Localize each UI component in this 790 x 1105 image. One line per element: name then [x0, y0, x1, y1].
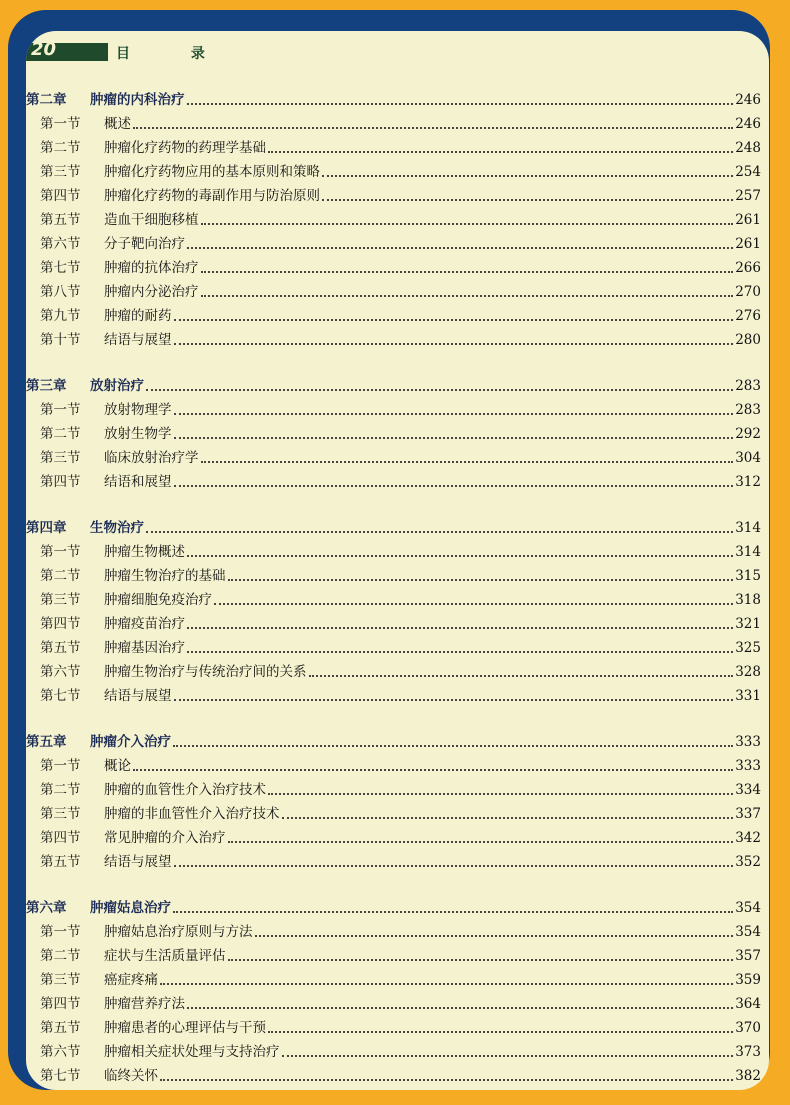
toc-section-row-page: 321 [735, 616, 761, 632]
dot-leader [173, 910, 733, 913]
toc-section-row-title: 肿瘤细胞免疫治疗 [104, 592, 212, 608]
dot-leader [160, 1078, 733, 1081]
toc-chapter-row-page: 333 [735, 734, 761, 750]
toc-section-row-title: 肿瘤的血管性介入治疗技术 [104, 782, 266, 798]
dot-leader [228, 578, 734, 581]
dot-leader [187, 246, 733, 249]
dot-leader [268, 1030, 733, 1033]
toc-section-row-title: 肿瘤的非血管性介入治疗技术 [104, 806, 280, 822]
toc-section-row-number: 第七节 [40, 260, 81, 276]
toc-section-row-page: 266 [735, 260, 761, 276]
dot-leader [322, 174, 733, 177]
toc-section-row-number: 第九节 [40, 308, 81, 324]
toc-section-row-page: 261 [735, 236, 761, 252]
toc-section-row-number: 第四节 [40, 188, 81, 204]
toc-section-row-title: 肿瘤化疗药物应用的基本原则和策略 [104, 164, 320, 180]
toc-section-row-number: 第四节 [40, 996, 81, 1012]
toc-section-row-number: 第五节 [40, 854, 81, 870]
dot-leader [133, 768, 733, 771]
toc-section-row-title: 肿瘤患者的心理评估与干预 [104, 1020, 266, 1036]
dot-leader [309, 674, 734, 677]
chapter-block [26, 86, 761, 350]
toc-section-row-number: 第四节 [40, 616, 81, 632]
toc-section-row-number: 第一节 [40, 116, 81, 132]
toc-section-row-title: 肿瘤生物治疗的基础 [104, 568, 226, 584]
toc-chapter-row-number: 第四章 [26, 520, 67, 536]
toc-section-row[interactable] [26, 468, 761, 492]
toc-section-row-number: 第三节 [40, 164, 81, 180]
toc-section-row-page: 248 [735, 140, 761, 156]
toc-section-row[interactable] [26, 206, 761, 230]
toc-section-row[interactable] [26, 1062, 761, 1086]
toc-section-row-title: 概论 [104, 758, 131, 774]
dot-leader [228, 958, 734, 961]
toc-section-row-number: 第四节 [40, 474, 81, 490]
toc-section-row[interactable] [26, 396, 761, 420]
toc-section-row[interactable] [26, 610, 761, 634]
toc-section-row[interactable] [26, 942, 761, 966]
toc-section-row-page: 257 [735, 188, 761, 204]
toc-section-row[interactable] [26, 326, 761, 350]
toc-section-row-title: 肿瘤的耐药 [104, 308, 172, 324]
dot-leader [201, 222, 734, 225]
toc-section-row[interactable] [26, 444, 761, 468]
toc-chapter-row[interactable] [26, 86, 761, 110]
toc-section-row-title: 结语与展望 [104, 332, 172, 348]
toc-section-row-page: 312 [735, 474, 761, 490]
toc-section-row-title: 临床放射治疗学 [104, 450, 199, 466]
dot-leader [187, 1006, 733, 1009]
toc-section-row-number: 第三节 [40, 972, 81, 988]
toc-section-row-page: 325 [735, 640, 761, 656]
toc-section-row-number: 第三节 [40, 592, 81, 608]
toc-section-row[interactable] [26, 752, 761, 776]
toc-section-row-title: 分子靶向治疗 [104, 236, 185, 252]
toc-section-row-title: 肿瘤化疗药物的毒副作用与防治原则 [104, 188, 320, 204]
toc-chapter-row-page: 314 [735, 520, 761, 536]
dot-leader [187, 626, 733, 629]
toc-section-row[interactable] [26, 824, 761, 848]
toc-section-row-title: 肿瘤内分泌治疗 [104, 284, 199, 300]
toc-section-row-number: 第七节 [40, 1068, 81, 1084]
dot-leader [255, 934, 734, 937]
toc-section-row-title: 肿瘤的抗体治疗 [104, 260, 199, 276]
toc-chapter-row-number: 第三章 [26, 378, 67, 394]
toc-section-row-page: 359 [735, 972, 761, 988]
toc-section-row-page: 331 [735, 688, 761, 704]
toc-chapter-row-page: 246 [735, 92, 761, 108]
toc-section-row-page: 315 [735, 568, 761, 584]
toc-section-row-number: 第一节 [40, 924, 81, 940]
toc-chapter-row-number: 第五章 [26, 734, 67, 750]
toc-section-row-title: 概述 [104, 116, 131, 132]
chapter-block [26, 894, 761, 1086]
toc-section-row-title: 肿瘤化疗药物的药理学基础 [104, 140, 266, 156]
toc-chapter-row-number: 第二章 [26, 92, 67, 108]
toc-section-row[interactable] [26, 110, 761, 134]
toc-chapter-row[interactable] [26, 372, 761, 396]
toc-section-row-page: 342 [735, 830, 761, 846]
toc-section-row-number: 第四节 [40, 830, 81, 846]
toc-section-row-number: 第二节 [40, 568, 81, 584]
page-header [26, 41, 266, 63]
toc-section-row-number: 第十节 [40, 332, 81, 348]
toc-section-row-page: 357 [735, 948, 761, 964]
dot-leader [282, 1054, 734, 1057]
toc-section-row[interactable] [26, 658, 761, 682]
dot-leader [146, 388, 733, 391]
toc-section-row[interactable] [26, 800, 761, 824]
toc-chapter-row-title: 肿瘤姑息治疗 [90, 900, 171, 916]
toc-chapter-row-page: 354 [735, 900, 761, 916]
dot-leader [174, 342, 734, 345]
toc-section-row-number: 第八节 [40, 284, 81, 300]
toc-section-row-number: 第一节 [40, 402, 81, 418]
toc-section-row-title: 放射物理学 [104, 402, 172, 418]
toc-section-row-page: 304 [735, 450, 761, 466]
toc-section-row-page: 382 [735, 1068, 761, 1084]
toc-section-row-page: 246 [735, 116, 761, 132]
toc-section-row-page: 373 [735, 1044, 761, 1060]
dot-leader [187, 650, 733, 653]
toc-section-row-number: 第五节 [40, 1020, 81, 1036]
toc-chapter-row[interactable] [26, 728, 761, 752]
toc-chapter-row-title: 肿瘤介入治疗 [90, 734, 171, 750]
toc-section-row[interactable] [26, 230, 761, 254]
dot-leader [322, 198, 733, 201]
dot-leader [133, 126, 733, 129]
toc-section-row-number: 第六节 [40, 664, 81, 680]
dot-leader [187, 102, 734, 105]
toc-section-row-page: 333 [735, 758, 761, 774]
toc-section-row-title: 结语与展望 [104, 854, 172, 870]
toc-section-row-title: 肿瘤相关症状处理与支持治疗 [104, 1044, 280, 1060]
toc-section-row[interactable] [26, 1038, 761, 1062]
toc-section-row-title: 癌症疼痛 [104, 972, 158, 988]
toc-section-row[interactable] [26, 1014, 761, 1038]
toc-section-row-page: 276 [735, 308, 761, 324]
toc-section-row[interactable] [26, 302, 761, 326]
toc-chapter-row-title: 生物治疗 [90, 520, 144, 536]
toc-section-row[interactable] [26, 254, 761, 278]
toc-section-row[interactable] [26, 278, 761, 302]
toc-section-row-page: 364 [735, 996, 761, 1012]
chapter-block [26, 728, 761, 872]
toc-section-row[interactable] [26, 134, 761, 158]
dot-leader [214, 602, 733, 605]
toc-section-row[interactable] [26, 918, 761, 942]
chapter-block [26, 514, 761, 706]
toc-section-row-page: 314 [735, 544, 761, 560]
toc-section-row[interactable] [26, 420, 761, 444]
toc-section-row-title: 症状与生活质量评估 [104, 948, 226, 964]
toc-section-row-number: 第六节 [40, 236, 81, 252]
dot-leader [268, 150, 733, 153]
dot-leader [174, 318, 734, 321]
toc-section-row-number: 第一节 [40, 758, 81, 774]
toc-chapter-row[interactable] [26, 894, 761, 918]
toc-section-row-number: 第二节 [40, 948, 81, 964]
dot-leader [160, 982, 733, 985]
toc-section-row-number: 第二节 [40, 782, 81, 798]
toc-section-row-page: 337 [735, 806, 761, 822]
dot-leader [201, 460, 734, 463]
dot-leader [268, 792, 733, 795]
table-of-contents [26, 86, 761, 1090]
toc-section-row[interactable] [26, 562, 761, 586]
toc-section-row[interactable] [26, 966, 761, 990]
dot-leader [228, 840, 734, 843]
toc-section-row-page: 261 [735, 212, 761, 228]
toc-section-row-title: 造血干细胞移植 [104, 212, 199, 228]
dot-leader [174, 864, 734, 867]
toc-section-row-number: 第三节 [40, 450, 81, 466]
dot-leader [146, 530, 733, 533]
toc-section-row[interactable] [26, 538, 761, 562]
dot-leader [282, 816, 734, 819]
toc-section-row[interactable] [26, 586, 761, 610]
toc-section-row-page: 283 [735, 402, 761, 418]
toc-section-row-page: 334 [735, 782, 761, 798]
dot-leader [174, 436, 734, 439]
toc-section-row-title: 结语和展望 [104, 474, 172, 490]
toc-section-row-title: 常见肿瘤的介入治疗 [104, 830, 226, 846]
toc-section-row-page: 318 [735, 592, 761, 608]
toc-section-row-number: 第五节 [40, 640, 81, 656]
toc-section-row-number: 第五节 [40, 212, 81, 228]
toc-section-row[interactable] [26, 990, 761, 1014]
dot-leader [174, 484, 734, 487]
toc-section-row-title: 肿瘤营养疗法 [104, 996, 185, 1012]
toc-section-row-title: 肿瘤疫苗治疗 [104, 616, 185, 632]
dot-leader [173, 744, 733, 747]
dot-leader [174, 698, 734, 701]
dot-leader [201, 270, 734, 273]
toc-section-row-title: 肿瘤生物治疗与传统治疗间的关系 [104, 664, 307, 680]
toc-section-row-number: 第七节 [40, 688, 81, 704]
toc-section-row-title: 肿瘤基因治疗 [104, 640, 185, 656]
toc-section-row-title: 肿瘤生物概述 [104, 544, 185, 560]
toc-section-row-title: 放射生物学 [104, 426, 172, 442]
toc-chapter-row-page: 283 [735, 378, 761, 394]
toc-section-row-page: 254 [735, 164, 761, 180]
toc-section-row-title: 肿瘤姑息治疗原则与方法 [104, 924, 253, 940]
toc-section-row-page: 292 [735, 426, 761, 442]
toc-section-row[interactable] [26, 682, 761, 706]
toc-section-row-title: 临终关怀 [104, 1068, 158, 1084]
toc-section-row-page: 370 [735, 1020, 761, 1036]
dot-leader [201, 294, 734, 297]
toc-section-row[interactable] [26, 776, 761, 800]
dot-leader [174, 412, 734, 415]
toc-section-row[interactable] [26, 182, 761, 206]
toc-section-row-number: 第二节 [40, 140, 81, 156]
toc-section-row-page: 354 [735, 924, 761, 940]
dot-leader [187, 554, 733, 557]
book-page [26, 31, 769, 1090]
toc-section-row-page: 352 [735, 854, 761, 870]
page-number: 20 [31, 39, 57, 60]
toc-heading: 目 录 [116, 46, 233, 62]
toc-chapter-row-title: 肿瘤的内科治疗 [90, 92, 185, 108]
toc-chapter-row-title: 放射治疗 [90, 378, 144, 394]
toc-section-row[interactable] [26, 634, 761, 658]
toc-section-row-number: 第一节 [40, 544, 81, 560]
page-number-block [26, 39, 108, 61]
toc-section-row-number: 第六节 [40, 1044, 81, 1060]
toc-section-row[interactable] [26, 848, 761, 872]
chapter-block [26, 372, 761, 492]
toc-section-row-title: 结语与展望 [104, 688, 172, 704]
toc-section-row-number: 第二节 [40, 426, 81, 442]
toc-chapter-row-number: 第六章 [26, 900, 67, 916]
toc-section-row[interactable] [26, 158, 761, 182]
toc-section-row-number: 第三节 [40, 806, 81, 822]
toc-chapter-row[interactable] [26, 514, 761, 538]
toc-section-row-page: 270 [735, 284, 761, 300]
toc-section-row-page: 280 [735, 332, 761, 348]
toc-section-row-page: 328 [735, 664, 761, 680]
blue-frame [8, 10, 770, 1090]
